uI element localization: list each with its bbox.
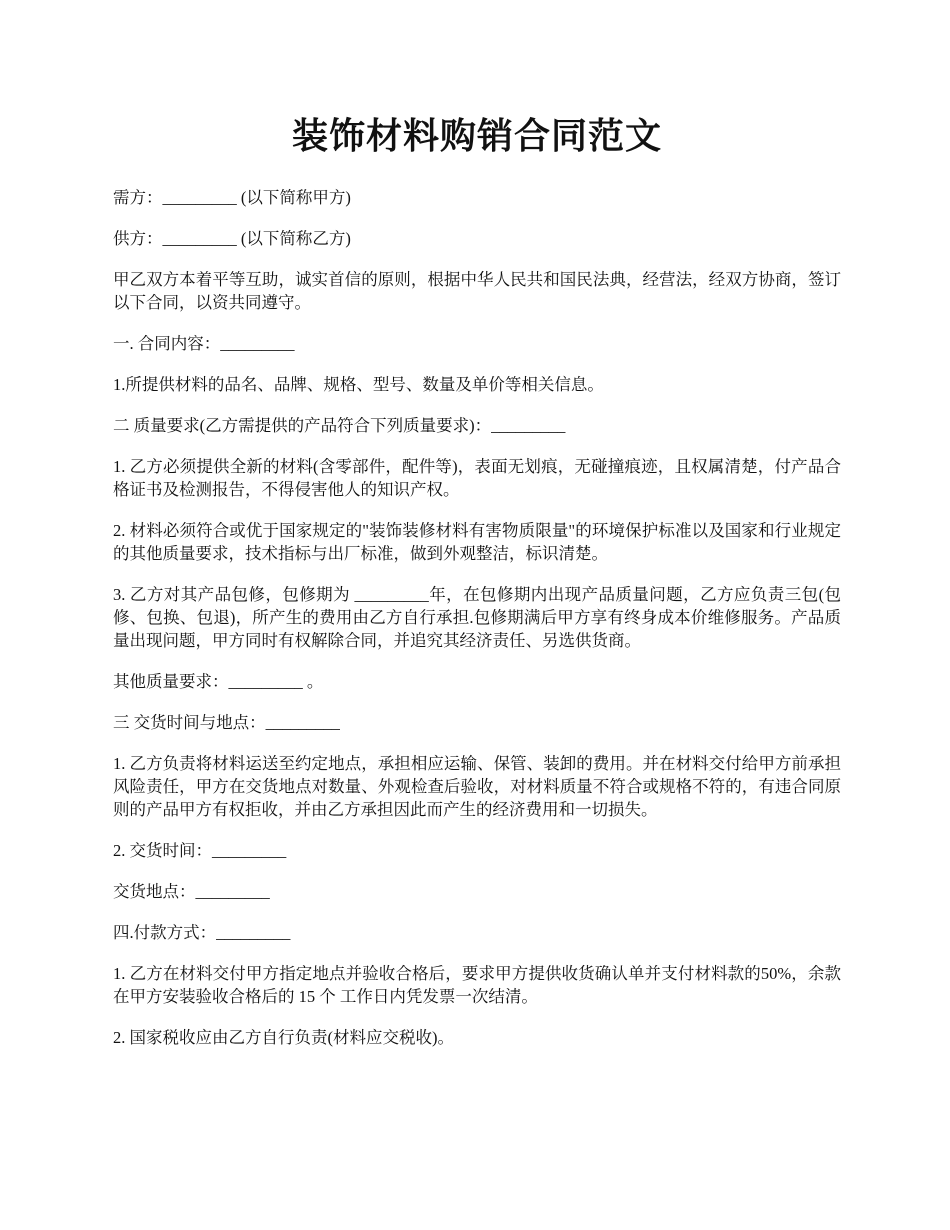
section-2-item-3: 3. 乙方对其产品包修，包修期为 _________年，在包修期内出现产品质量问题，乙方应负责三包(包修、包换、包退)，所产生的费用由乙方自行承担.包修期满后甲方享有终身成本价维修服务。产品质量出现问题，甲方同时有权解除合同，并追究其经济责任、另选供货商。 xyxy=(113,585,841,650)
section-2-item-2: 2. 材料必须符合或优于国家规定的"装饰装修材料有害物质限量"的环境保护标准以及国家和行业规定的其他质量要求，技术指标与出厂标准，做到外观整洁，标识清楚。 xyxy=(113,521,841,563)
section-3-delivery-location: 交货地点：_________ xyxy=(113,882,270,901)
party-b-line: 供方：_________ (以下简称乙方) xyxy=(113,229,351,248)
section-3-item-1: 1. 乙方负责将材料运送至约定地点，承担相应运输、保管、装卸的费用。并在材料交付给甲方前承担风险责任，甲方在交货地点对数量、外观检查后验收，对材料质量不符合或规格不符的，有违合同原则的产品甲方有权拒收，并由乙方承担因此而产生的经济费用和一切损失。 xyxy=(113,754,841,819)
section-4-item-2: 2. 国家税收应由乙方自行负责(材料应交税收)。 xyxy=(113,1028,454,1047)
document-page xyxy=(113,112,841,1067)
party-a-line: 需方：_________ (以下简称甲方) xyxy=(113,188,351,207)
preamble-paragraph: 甲乙双方本着平等互助，诚实首信的原则，根据中华人民共和国民法典，经营法，经双方协商，签订以下合同，以资共同遵守。 xyxy=(113,270,841,312)
section-2-heading: 二 质量要求(乙方需提供的产品符合下列质量要求)：_________ xyxy=(113,416,566,435)
section-4-heading: 四.付款方式：_________ xyxy=(113,923,291,942)
section-2-other-requirements: 其他质量要求：_________ 。 xyxy=(113,672,324,691)
section-1-heading: 一. 合同内容：_________ xyxy=(113,334,295,353)
section-4-item-1: 1. 乙方在材料交付甲方指定地点并验收合格后，要求甲方提供收货确认单并支付材料款的50%，余款在甲方安装验收合格后的 15 个 工作日内凭发票一次结清。 xyxy=(113,964,841,1006)
section-3-heading: 三 交货时间与地点：_________ xyxy=(113,713,340,732)
section-2-item-1: 1. 乙方必须提供全新的材料(含零部件，配件等)，表面无划痕，无碰撞痕迹，且权属清楚，付产品合格证书及检测报告，不得侵害他人的知识产权。 xyxy=(113,457,841,499)
section-1-item-1: 1.所提供材料的品名、品牌、规格、型号、数量及单价等相关信息。 xyxy=(113,375,604,394)
document-title: 装饰材料购销合同范文 xyxy=(291,116,662,156)
section-3-item-2: 2. 交货时间：_________ xyxy=(113,841,287,860)
